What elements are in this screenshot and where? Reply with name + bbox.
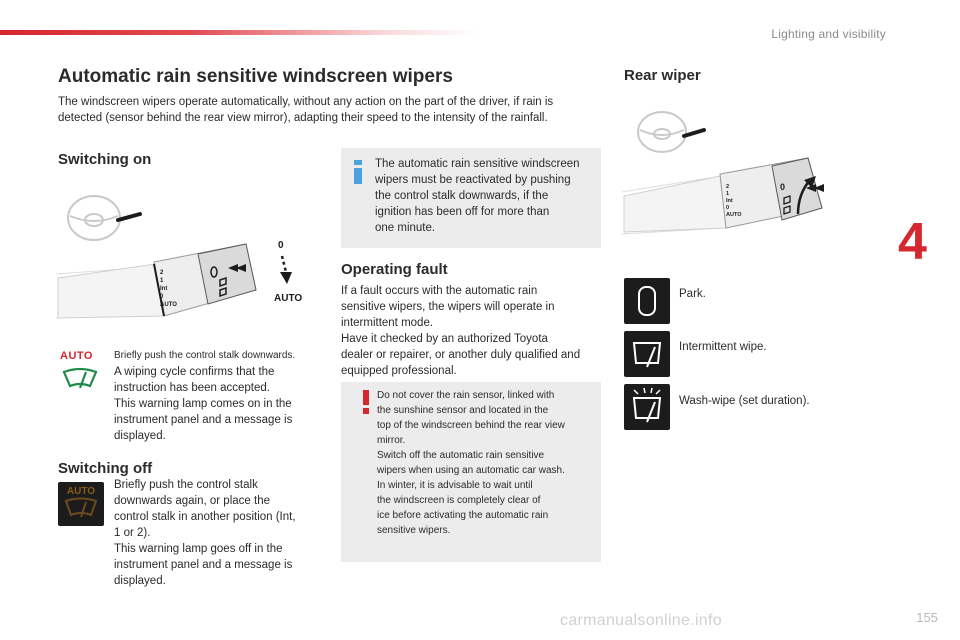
text-line: top of the windscreen behind the rear view — [377, 420, 565, 431]
rear-stalk-pos-int: Int — [726, 198, 733, 204]
text-line: displayed. — [114, 430, 166, 442]
stalk-pos-2: 2 — [160, 270, 164, 276]
text-line: one minute. — [375, 222, 436, 234]
text-line: instrument panel and a message is — [114, 559, 293, 571]
text-line: dealer or repairer, or another duly qualified and — [341, 349, 581, 361]
text-line: equipped professional. — [341, 365, 457, 377]
chapter-title: Lighting and visibility — [771, 27, 886, 41]
steering-wheel-icon — [68, 196, 120, 240]
text-line: instruction has been accepted. — [114, 382, 270, 394]
text-line: mirror. — [377, 435, 406, 446]
rear-stalk-zero-label: 0 — [780, 182, 786, 192]
text-line: Have it checked by an authorized Toyota — [341, 333, 548, 345]
switching-on-text — [114, 364, 324, 444]
page-number: 155 — [916, 610, 938, 625]
auto-wipe-lamp-icon — [60, 350, 106, 394]
info-note-text — [375, 156, 597, 236]
switching-on-instruction: Briefly push the control stalk downwards. — [114, 350, 296, 361]
stalk-pos-1: 1 — [160, 278, 164, 284]
text-line: the sunshine sensor and located in the — [377, 405, 549, 416]
text-line: If a fault occurs with the automatic rain — [341, 285, 538, 297]
text-line: Briefly push the control stalk — [114, 479, 258, 491]
info-note-box — [341, 148, 601, 248]
operating-fault-text — [341, 283, 603, 379]
switching-on-heading: Switching on — [58, 151, 152, 168]
rear-stalk-pos-2: 2 — [726, 184, 730, 190]
rear-stalk-pos-1: 1 — [726, 191, 730, 197]
auto-wipe-off-lamp-icon — [58, 482, 104, 526]
mode-label-wash-wipe: Wash-wipe (set duration). — [679, 395, 810, 407]
stalk-illustration-rear — [622, 104, 844, 238]
watermark: carmanualsonline.info — [560, 612, 722, 629]
page-title: Automatic rain sensitive windscreen wipers — [58, 66, 453, 87]
chapter-color-bar — [0, 30, 480, 35]
mode-label-intermittent: Intermittent wipe. — [679, 341, 767, 353]
switching-off-text — [114, 477, 324, 589]
stalk-zero-label: 0 — [278, 240, 284, 251]
info-icon — [351, 160, 365, 184]
stalk-pos-auto: AUTO — [160, 302, 177, 308]
text-line: displayed. — [114, 575, 166, 587]
text-line: wipers when using an automatic car wash. — [377, 465, 565, 476]
chapter-number: 4 — [898, 213, 927, 271]
text-line: the windscreen is completely clear of — [377, 495, 541, 506]
mode-label-park: Park. — [679, 288, 706, 300]
stalk-pos-int: Int — [160, 286, 168, 292]
text-line: ice before activating the automatic rain — [377, 510, 549, 521]
steering-wheel-icon — [638, 112, 686, 152]
auto-off-lamp-label: AUTO — [66, 486, 96, 497]
switching-off-heading: Switching off — [58, 460, 153, 477]
warning-note-text — [377, 388, 599, 538]
stalk-illustration-front — [56, 186, 316, 322]
text-line: The automatic rain sensitive windscreen — [375, 158, 580, 170]
text-line: This warning lamp goes off in the — [114, 543, 283, 555]
text-line: sensitive wipers. — [377, 525, 451, 536]
rear-stalk-pos-auto: AUTO — [726, 212, 742, 218]
wash-wipe-icon — [624, 384, 670, 430]
text-line: the control stalk downwards, if the — [375, 190, 549, 202]
rear-stalk-pos-0: 0 — [726, 205, 730, 211]
text-line: This warning lamp comes on in the — [114, 398, 292, 410]
operating-fault-heading: Operating fault — [341, 261, 448, 278]
text-line: wipers must be reactivated by pushing — [375, 174, 571, 186]
stalk-pos-0: 0 — [160, 294, 164, 300]
text-line: intermittent mode. — [341, 317, 434, 329]
rear-wiper-heading: Rear wiper — [624, 67, 701, 84]
text-line: Switch off the automatic rain sensitive — [377, 450, 545, 461]
text-line: A wiping cycle confirms that the — [114, 366, 275, 378]
warning-note-box — [341, 382, 601, 562]
text-line: sensitive wipers, the wipers will operate in — [341, 301, 555, 313]
intro-paragraph — [58, 94, 618, 126]
text-line: downwards again, or place the — [114, 495, 270, 507]
text-line: ignition has been off for more than — [375, 206, 550, 218]
text-line: instrument panel and a message is — [114, 414, 293, 426]
auto-lamp-label: AUTO — [60, 350, 93, 362]
intro-line: The windscreen wipers operate automatically, without any action on the part of the driver, if rain is — [58, 96, 554, 108]
intermittent-wipe-icon — [624, 331, 670, 377]
intro-line: detected (sensor behind the rear view mirror), adapting their speed to the intensity of the rainfall. — [58, 112, 548, 124]
stalk-auto-label: AUTO — [274, 293, 303, 304]
park-icon — [624, 278, 670, 324]
text-line: 1 or 2). — [114, 527, 151, 539]
text-line: In winter, it is advisable to wait until — [377, 480, 533, 491]
text-line: Do not cover the rain sensor, linked with — [377, 390, 555, 401]
warning-icon — [361, 390, 371, 414]
text-line: control stalk in another position (Int, — [114, 511, 296, 523]
